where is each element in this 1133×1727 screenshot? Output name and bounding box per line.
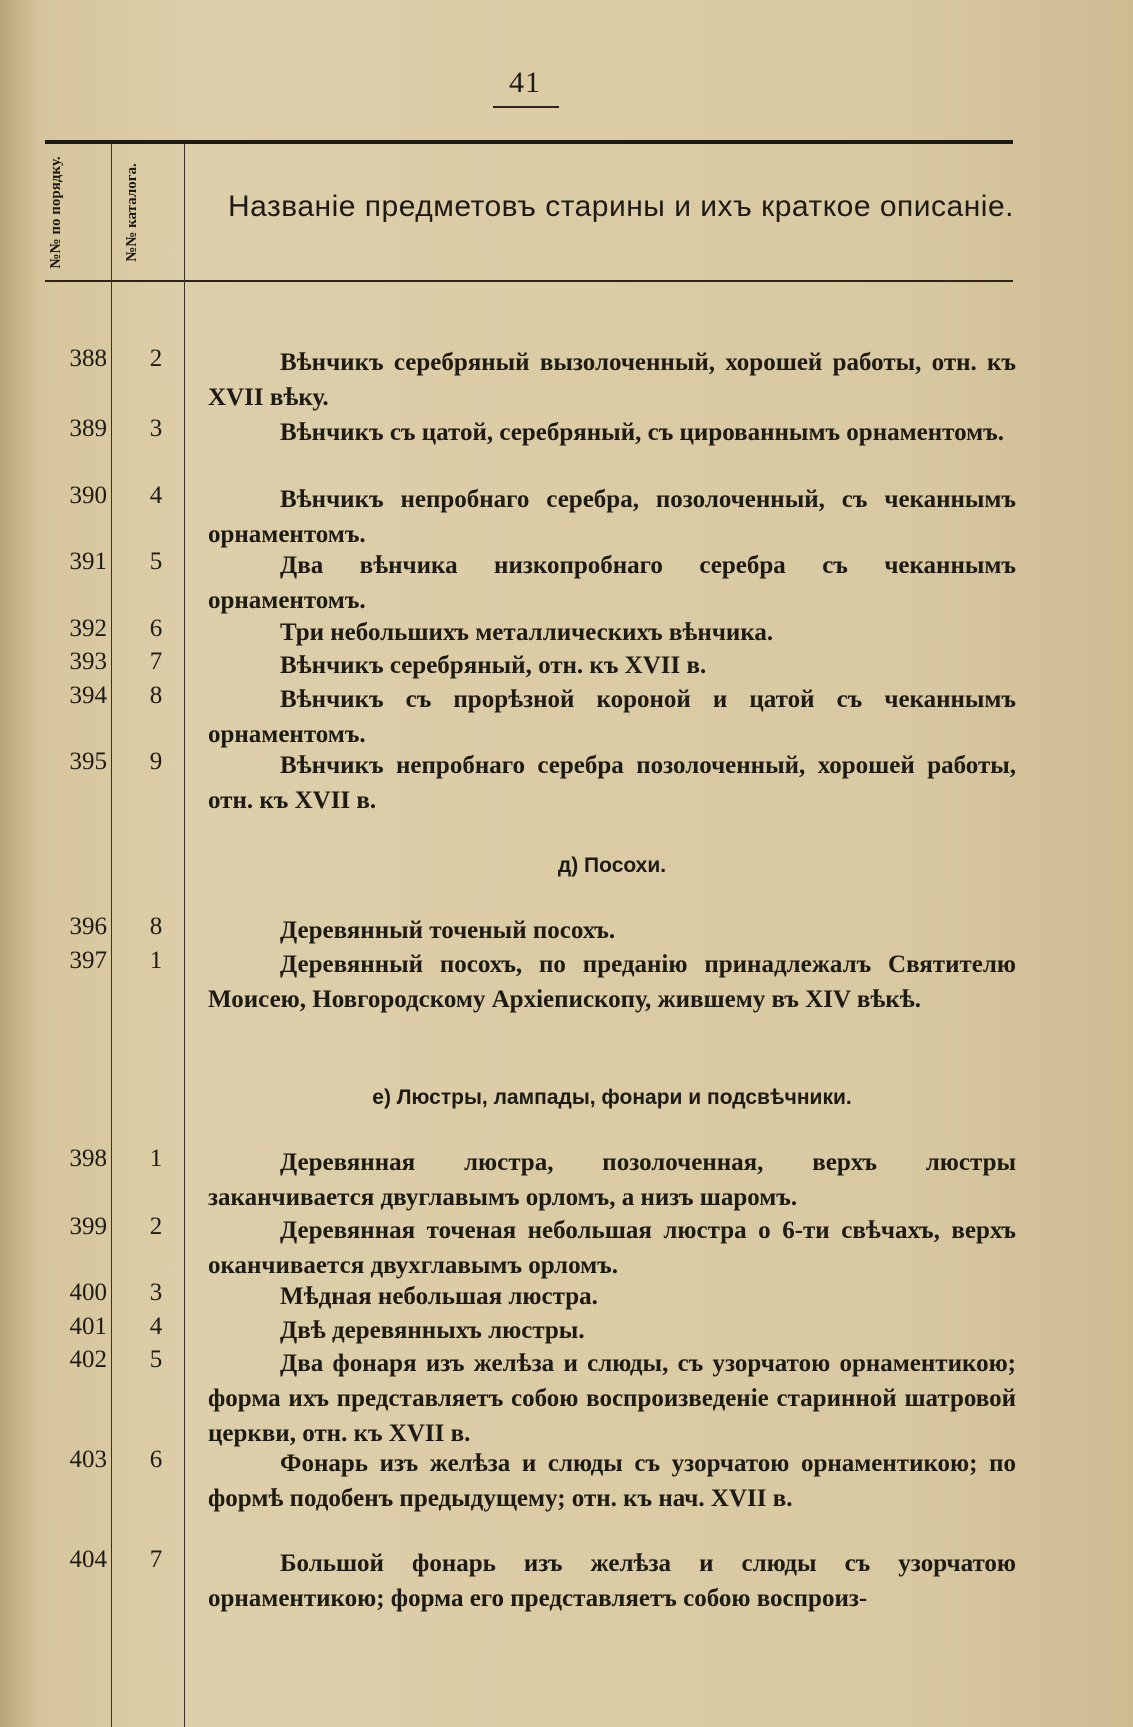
row-number: 396	[69, 913, 107, 940]
row-description: Два вѣнчика низкопробнаго серебра съ чеканнымъ орнаментомъ.	[208, 552, 1016, 614]
row-catalog: 6	[149, 1446, 163, 1473]
row-description: Деревянная точеная небольшая люстра о 6-ти свѣчахъ, верхъ оканчивается двухглавымъ орломъ.	[208, 1217, 1016, 1279]
row-description: Вѣнчикъ серебряный вызолоченный, хорошей работы, отн. къ XVII вѣку.	[208, 349, 1016, 411]
row-description: Деревянная люстра, позолоченная, верхъ люстры заканчивается двуглавымъ орломъ, а низъ шаромъ.	[208, 1149, 1016, 1211]
row-number: 393	[69, 648, 107, 675]
row-catalog: 5	[149, 548, 163, 575]
row-catalog: 1	[149, 1145, 163, 1172]
row-catalog: 4	[149, 482, 163, 509]
row-catalog: 4	[149, 1313, 163, 1340]
row-description: Деревянный точеный посохъ.	[280, 917, 616, 944]
row-number: 399	[69, 1213, 107, 1240]
row-description: Вѣнчикъ непробнаго серебра, позолоченный, съ чеканнымъ орнаментомъ.	[208, 486, 1016, 548]
row-number: 402	[69, 1346, 107, 1373]
row-catalog: 8	[149, 682, 163, 709]
row-description: Три небольшихъ металлическихъ вѣнчика.	[280, 619, 774, 646]
row-number: 404	[69, 1546, 107, 1573]
row-description: Вѣнчикъ непробнаго серебра позолоченный, хорошей работы, отн. къ XVII в.	[208, 752, 1016, 814]
row-number: 403	[69, 1446, 107, 1473]
row-catalog: 7	[149, 1546, 163, 1573]
row-description: Вѣнчикъ съ цатой, серебряный, съ цированнымъ орнаментомъ.	[280, 419, 1004, 446]
row-description: Мѣдная небольшая люстра.	[280, 1283, 598, 1310]
row-catalog: 9	[149, 748, 163, 775]
row-description: Вѣнчикъ съ прорѣзной короной и цатой съ чеканнымъ орнаментомъ.	[208, 686, 1016, 748]
row-catalog: 7	[149, 648, 163, 675]
row-description: Двѣ деревянныхъ люстры.	[280, 1317, 585, 1344]
column-header-ordinal: №№ по порядку.	[48, 156, 64, 269]
page-number-underline	[493, 106, 559, 108]
row-number: 398	[69, 1145, 107, 1172]
section-heading-staffs: д) Посохи.	[557, 854, 667, 877]
row-number: 389	[69, 415, 107, 442]
page-number: 41	[509, 66, 541, 99]
row-number: 400	[69, 1279, 107, 1306]
row-catalog: 3	[149, 415, 163, 442]
column-divider-2	[184, 144, 185, 1727]
section-heading-chandeliers: е) Люстры, лампады, фонари и подсвѣчники.	[372, 1086, 852, 1109]
row-catalog: 2	[149, 345, 163, 372]
row-catalog: 6	[149, 615, 163, 642]
table-header-rule	[45, 280, 1013, 282]
row-description: Большой фонарь изъ желѣза и слюды съ узорчатою орнаментикою; форма его представляетъ собою воспроиз-	[208, 1550, 1016, 1612]
row-catalog: 8	[149, 913, 163, 940]
row-number: 401	[69, 1313, 107, 1340]
column-header-title: Названіе предметовъ старины и ихъ краткое описаніе.	[228, 190, 1014, 223]
row-number: 388	[69, 345, 107, 372]
row-description: Вѣнчикъ серебряный, отн. къ XVII в.	[280, 652, 707, 679]
row-number: 395	[69, 748, 107, 775]
row-number: 392	[69, 615, 107, 642]
table-top-rule	[45, 140, 1013, 144]
column-header-catalog: №№ каталога.	[124, 163, 140, 262]
row-description: Два фонаря изъ желѣза и слюды, съ узорчатою орнаментикою; форма ихъ представляетъ собою воспроизведеніе старинной шатровой церкви, отн. къ XVII в.	[208, 1350, 1016, 1447]
row-number: 390	[69, 482, 107, 509]
row-description: Деревянный посохъ, по преданію принадлежалъ Святителю Моисею, Новгородскому Архіепископу, жившему въ XIV вѣкѣ.	[208, 951, 1016, 1013]
row-number: 397	[69, 947, 107, 974]
row-description: Фонарь изъ желѣза и слюды съ узорчатою орнаментикою; по формѣ подобенъ предыдущему; отн. къ нач. XVII в.	[208, 1450, 1016, 1512]
row-catalog: 3	[149, 1279, 163, 1306]
row-number: 394	[69, 682, 107, 709]
row-number: 391	[69, 548, 107, 575]
row-catalog: 2	[149, 1213, 163, 1240]
row-catalog: 5	[149, 1346, 163, 1373]
row-catalog: 1	[149, 947, 163, 974]
column-divider-1	[111, 144, 112, 1727]
